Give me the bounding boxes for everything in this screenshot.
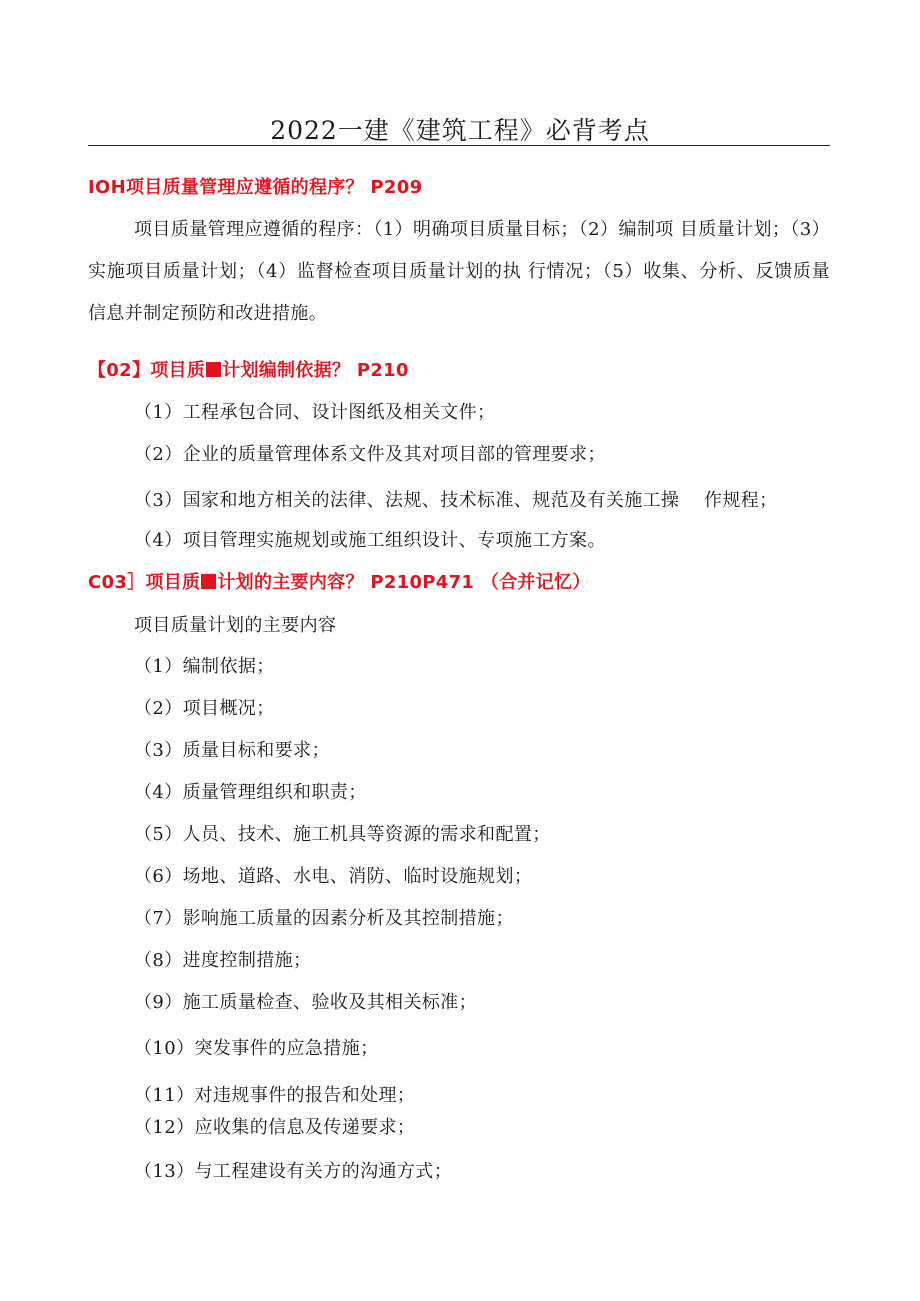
list-item: （2）企业的质量管理体系文件及其对项目部的管理要求；: [134, 444, 606, 465]
document-title: 2022一建《建筑工程》必背考点: [270, 116, 650, 145]
list-item: （5）人员、技术、施工机具等资源的需求和配置；: [134, 824, 551, 845]
section-1-heading: IOH项目质量管理应遵循的程序？ P209: [88, 177, 423, 198]
list-item: （10）突发事件的应急措施；: [134, 1038, 379, 1059]
section-3-heading-start: C03］项目质: [88, 572, 201, 593]
title-divider: [88, 145, 830, 146]
section-3-heading: [88, 570, 591, 596]
list-item: （2）项目概况；: [134, 698, 275, 719]
redacted-square-icon: [206, 362, 221, 377]
list-item: （11）对违规事件的报告和处理；: [134, 1085, 416, 1106]
redacted-square-icon: [201, 574, 216, 589]
section-2-heading-start: 【02】项目质: [88, 360, 206, 381]
list-item: （7）影响施工质量的因素分析及其控制措施；: [134, 908, 514, 929]
section-2-heading-end: 计划编制依据？ P210: [222, 360, 409, 381]
list-item: （8）进度控制措施；: [134, 950, 312, 971]
list-item: （4）项目管理实施规划或施工组织设计、专项施工方案。: [134, 530, 606, 551]
section-3-intro: 项目质量计划的主要内容: [134, 615, 337, 636]
list-item: （1）编制依据；: [134, 656, 275, 677]
list-item: （9）施工质量检查、验收及其相关标准；: [134, 992, 478, 1013]
list-item: （12）应收集的信息及传递要求；: [134, 1117, 416, 1138]
section-1-paragraph: 项目质量管理应遵循的程序：（1）明确项目质量目标；（2）编制项 目质量计划；（3）实施项目质量计划；（4）监督检查项目质量计划的执 行情况；（5）收集、分析、反馈质量信息并制定预防和改进措施。: [88, 219, 830, 324]
list-item: （3）质量目标和要求；: [134, 740, 330, 761]
section-2-heading: [88, 358, 409, 384]
list-item: （13）与工程建设有关方的沟通方式；: [134, 1161, 453, 1182]
list-item: （1）工程承包合同、设计图纸及相关文件；: [134, 402, 496, 423]
section-3-heading-end: 计划的主要内容？ P210P471 （合并记忆）: [217, 572, 591, 593]
list-item: （6）场地、道路、水电、消防、临时设施规划；: [134, 866, 533, 887]
list-item: （3）国家和地方相关的法律、法规、技术标准、规范及有关施工操 作规程；: [134, 490, 778, 511]
list-item: （4）质量管理组织和职责；: [134, 782, 367, 803]
